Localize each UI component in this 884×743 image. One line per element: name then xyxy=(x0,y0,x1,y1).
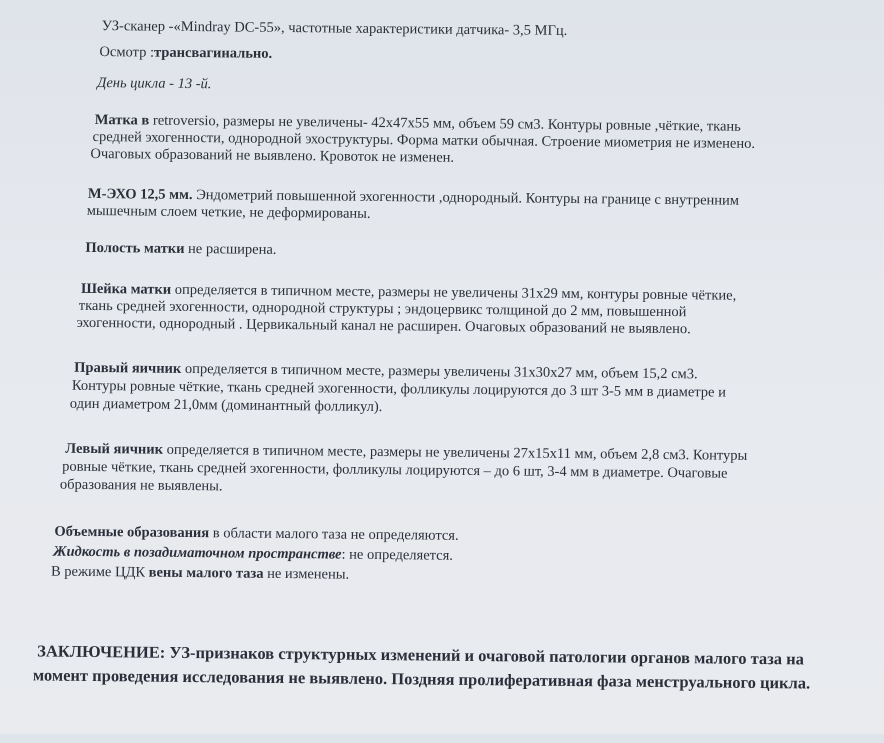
masses-label: Объемные образования xyxy=(54,523,210,542)
right-ovary-line-2: Контуры ровные чёткие, ткань средней эхогенности, фолликулы лоцируются до 3 шт 3-5 мм в диаметре и xyxy=(71,377,727,401)
scanner-line: УЗ-сканер -«Mindray DC-55», частотные характеристики датчика- 3,5 МГц. xyxy=(101,18,568,39)
mecho-label: М-ЭХО 12,5 мм. xyxy=(87,185,193,204)
mecho-line-1: М-ЭХО 12,5 мм. Эндометрий повышенной эхогенности ,однородный. Контуры на границе с внутренним xyxy=(87,185,740,209)
left-ovary-label: Левый яичник xyxy=(65,440,164,458)
conclusion-line-2: момент проведения исследования не выявлено. Поздняя пролиферативная фаза менструального цикла. xyxy=(32,665,811,693)
uterus-label: Матка в xyxy=(94,111,150,129)
cavity-line: Полость матки не расширена. xyxy=(85,239,277,258)
uterus-line-3: Очаговых образований не выявлено. Кровоток не изменен. xyxy=(90,145,455,166)
cdk-label: В режиме ЦДК xyxy=(50,563,149,581)
uterus-line-2: средней эхогенности, однородной эхоструктуры. Форма матки обычная. Строение миометрия не изменено. xyxy=(92,128,756,152)
cervix-line-3: эхогенности, однородный . Цервикальный канал не расширен. Очаговых образований не выявлено. xyxy=(76,314,691,338)
uterus-line-1: Матка в retroversio, размеры не увеличены- 42х47х55 мм, объем 59 см3. Контуры ровные ,чёткие, ткань xyxy=(94,111,741,135)
fluid-line: Жидкость в позадиматочном пространстве: не определяется. xyxy=(53,543,454,564)
cervix-label: Шейка матки xyxy=(80,280,172,298)
cdk-bold: вены малого таза xyxy=(148,564,264,582)
exam-line xyxy=(99,43,272,63)
conclusion-line-1: ЗАКЛЮЧЕНИЕ: УЗ-признаков структурных изменений и очаговой патологии органов малого таза на xyxy=(37,641,805,669)
mecho-line-2: мышечным слоем четкие, не деформированы. xyxy=(86,202,371,222)
left-ovary-line-3: образования не выявлены. xyxy=(59,476,223,495)
masses-line: Объемные образования в области малого таза не определяются. xyxy=(54,523,459,544)
cervix-line-1: Шейка матки определяется в типичном месте, размеры не увеличены 31х29 мм, контуры ровные чёткие, xyxy=(80,280,737,304)
cavity-label: Полость матки xyxy=(85,239,185,257)
fluid-label: Жидкость в позадиматочном пространстве xyxy=(53,543,342,563)
left-ovary-line-1: Левый яичник определяется в типичном месте, размеры не увеличены 27х15х11 мм, объем 2,8 см3. Контуры xyxy=(65,440,748,464)
cdk-line: В режиме ЦДК вены малого таза не изменены. xyxy=(50,563,350,583)
left-ovary-line-2: ровные чёткие, ткань средней эхогенности, фолликулы лоцируются – до 6 шт, 3-4 мм в диаметре. Очаговые xyxy=(62,458,728,482)
right-ovary-label: Правый яичник xyxy=(74,359,182,377)
right-ovary-line-1: Правый яичник определяется в типичном месте, размеры увеличены 31х30х27 мм, объем 15,2 см3. xyxy=(74,359,698,383)
cycle-day: День цикла - 13 -й. xyxy=(97,75,212,93)
exam-label: Осмотр : xyxy=(99,44,155,61)
cervix-line-2: ткань средней эхогенности, однородной структуры ; эндоцервикс толщиной до 2 мм, повышенной xyxy=(78,297,687,321)
exam-value: трансвагинально. xyxy=(153,44,273,62)
right-ovary-line-3: один диаметром 21,0мм (доминантный фолликул). xyxy=(69,395,383,416)
